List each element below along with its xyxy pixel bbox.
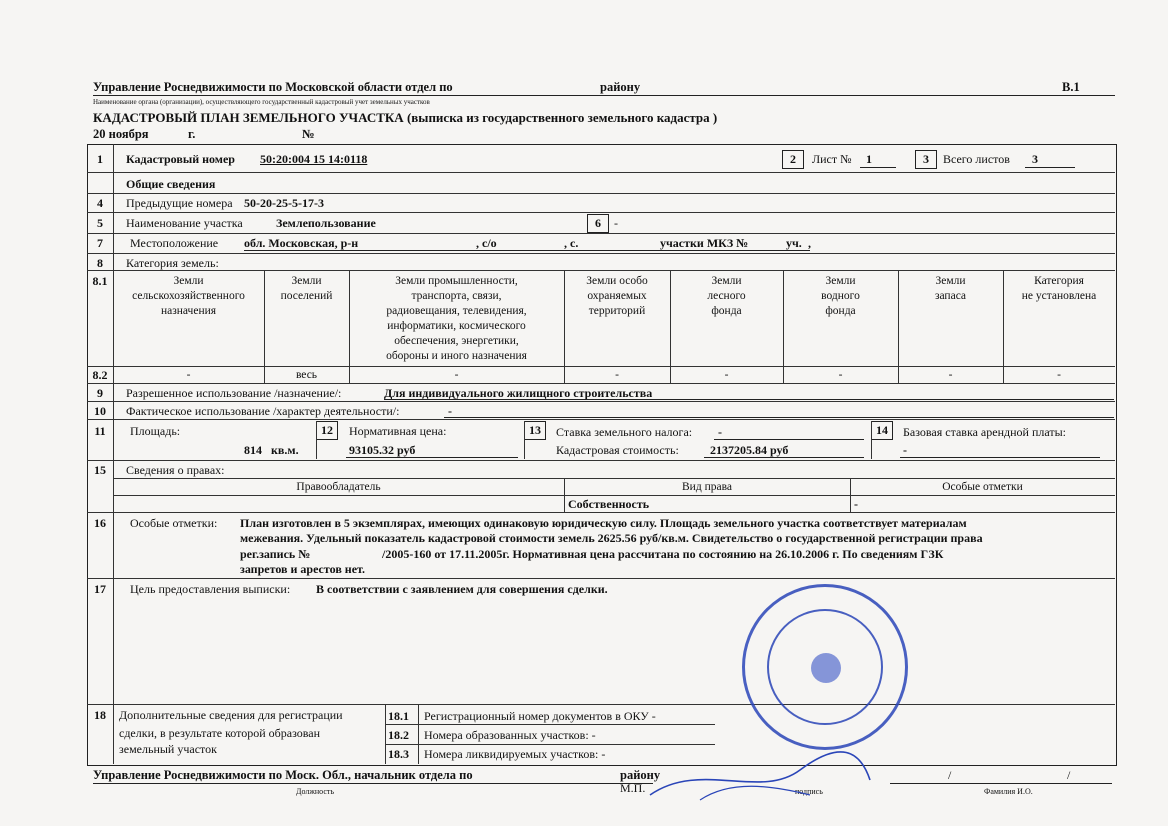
category-value: - (724, 369, 729, 381)
underline (444, 417, 1114, 418)
category-value: весь (295, 369, 318, 381)
underline (244, 250, 810, 251)
norm-price-value: 93105.32 руб (349, 443, 416, 457)
special-marks-value: - (854, 497, 858, 511)
row-sep (113, 478, 1115, 479)
formed-plots: Номера образованных участков: - (424, 728, 596, 742)
row-sep (87, 419, 1115, 420)
box-3: 3 (915, 150, 937, 169)
row-sep (87, 383, 1115, 384)
num-column-divider (113, 144, 114, 764)
underline (1025, 167, 1075, 168)
row-sep (87, 460, 1115, 461)
category-protected: Земли особо охраняемых территорий (586, 275, 648, 317)
row-number: 15 (94, 463, 106, 477)
category-value: - (1057, 369, 1061, 381)
special-marks-header: Особые отметки (942, 481, 1023, 493)
actual-use-value: - (448, 404, 452, 418)
notes-label: Особые отметки: (130, 516, 218, 530)
location-region: обл. Московская, р-н (244, 236, 359, 250)
area-unit: кв.м. (271, 443, 299, 457)
signer-position: Управление Роснедвижимости по Моск. Обл., начальник отдела по (93, 768, 473, 782)
row-sep (87, 366, 1115, 367)
subrow-number: 18.2 (388, 728, 409, 742)
prev-numbers-label: Предыдущие номера (126, 196, 233, 210)
notes-line-3a: рег.запись № (240, 547, 311, 561)
col-sep (418, 704, 419, 764)
notes-line-4: запретов и арестов нет. (240, 562, 366, 576)
box-14: 14 (871, 421, 893, 440)
doc-year: г. (188, 127, 196, 141)
total-sheets-value: 3 (1032, 152, 1038, 166)
box-6: 6 (587, 214, 609, 233)
location-tail: , (808, 236, 811, 250)
underline (384, 399, 1114, 400)
stamp-place: М.П. (620, 781, 646, 795)
land-tax-label: Ставка земельного налога: (556, 425, 693, 439)
row-number: 9 (97, 386, 103, 400)
underline (890, 783, 1112, 784)
row-number: 7 (97, 236, 103, 250)
location-plot: уч. (786, 236, 802, 250)
col-sep (316, 421, 317, 459)
row-number: 5 (97, 216, 103, 230)
area-value: 814 (244, 443, 262, 457)
row-sep (87, 512, 1115, 513)
notes-line-2: межевания. Удельный показатель кадастровой стоимости земель 2625.56 руб/кв.м. Свидетельство о государственной регистрации права (240, 531, 983, 545)
cadastral-value-label: Кадастровая стоимость: (556, 443, 679, 457)
position-caption: Должность (296, 787, 335, 796)
norm-price-label: Нормативная цена: (349, 424, 447, 438)
total-sheets-label: Всего листов (943, 152, 1010, 166)
row-sep (87, 578, 1115, 579)
location-so: , с/о (476, 236, 497, 250)
permitted-use-label: Разрешенное использование /назначение/: (126, 386, 342, 400)
org-caption: Наименование органа (организации), осуществляющего государственный кадастровый учет земельных участков (93, 98, 430, 106)
sheet-value: 1 (866, 152, 872, 166)
signature (640, 740, 880, 810)
name-caption: Фамилия И.О. (984, 787, 1033, 796)
location-label: Местоположение (130, 236, 219, 250)
row-number: 8.1 (92, 274, 108, 288)
row-number: 16 (94, 516, 106, 530)
cadastral-label: Кадастровый номер (126, 152, 235, 166)
land-tax-value: - (718, 425, 722, 439)
category-value: - (186, 369, 191, 381)
row-number: 1 (97, 152, 103, 166)
underline (704, 457, 864, 458)
cadastral-number: 50:20:004 15 14:0118 (260, 152, 368, 166)
general-section-title: Общие сведения (126, 177, 216, 191)
box-2: 2 (782, 150, 804, 169)
signature-caption: подпись (795, 787, 823, 796)
owner-header: Правообладатель (296, 481, 381, 493)
org-underline (93, 95, 1115, 96)
row-number: 8.2 (92, 368, 108, 382)
parcel-name-value: Землепользование (276, 216, 376, 230)
notes-line-1: План изготовлен в 5 экземплярах, имеющих одинаковую юридическую силу. Площадь земельного участка соответствует материалам (240, 516, 967, 530)
underline (860, 167, 896, 168)
category-value: - (615, 369, 619, 381)
name-slash-2: / (1067, 768, 1071, 782)
doc-number: № (302, 127, 315, 141)
subrow-number: 18.1 (388, 709, 409, 723)
right-type-value: Собственность (568, 497, 650, 511)
signer-suffix: району (620, 768, 661, 782)
category-industry: Земли промышленности, транспорта, связи, радиовещания, телевидения, информатики, космического обеспечения, энергетики, обороны и иного назначения (386, 275, 527, 362)
ocu-reg-number: Регистрационный номер документов в ОКУ - (424, 709, 656, 723)
name-slash-1: / (948, 768, 952, 782)
rights-label: Сведения о правах: (126, 463, 225, 477)
box-6-value: - (614, 216, 618, 230)
col-sep (385, 704, 386, 764)
extra-info-line-1: Дополнительные сведения для регистрации (119, 708, 343, 722)
row-number: 8 (97, 256, 103, 270)
box-12: 12 (316, 421, 338, 440)
official-seal (742, 584, 908, 750)
rent-rate-label: Базовая ставка арендной платы: (903, 425, 1067, 439)
box-13: 13 (524, 421, 546, 440)
row-number: 17 (94, 582, 106, 596)
cadastral-value: 2137205.84 руб (710, 443, 789, 457)
row-sep (87, 704, 1115, 705)
category-value: - (838, 369, 843, 381)
rent-rate-value: - (903, 443, 907, 457)
row-sep (87, 253, 1115, 254)
org-suffix: району (600, 80, 641, 94)
extra-info-line-2: сделки, в результате которой образован (119, 726, 321, 740)
row-number: 18 (94, 708, 106, 722)
form-code: В.1 (1062, 80, 1080, 94)
row-sep (87, 233, 1115, 234)
category-agricultural: Земли сельскохозяйственного назначения (132, 275, 245, 317)
category-value: - (454, 369, 459, 381)
subrow-number: 18.3 (388, 747, 409, 761)
category-value: - (948, 369, 953, 381)
notes-line-3b: /2005-160 от 17.11.2005г. Нормативная цена рассчитана по состоянию на 26.10.2006 г. По сведениям ГЗК (382, 547, 944, 561)
col-sep (524, 421, 525, 459)
row-number: 4 (97, 196, 103, 210)
underline (346, 457, 518, 458)
right-type-header: Вид права (682, 481, 732, 493)
purpose-value: В соответствии с заявлением для совершения сделки. (316, 582, 608, 596)
category-reserve: Земли запаса (934, 275, 967, 302)
parcel-name-label: Наименование участка (126, 216, 243, 230)
liquidated-plots: Номера ликвидируемых участков: - (424, 747, 606, 761)
row-sep (385, 724, 715, 725)
extra-info-line-3: земельный участок (119, 742, 217, 756)
location-plots: участки МКЗ № (660, 236, 749, 250)
underline (900, 457, 1100, 458)
doc-title: КАДАСТРОВЫЙ ПЛАН ЗЕМЕЛЬНОГО УЧАСТКА (выписка из государственного земельного кадастра ) (93, 110, 718, 125)
permitted-use-value: Для индивидуального жилищного строительства (384, 386, 653, 400)
category-water: Земли водного фонда (821, 275, 860, 317)
category-forest: Земли лесного фонда (707, 275, 746, 317)
location-village: , с. (564, 236, 579, 250)
purpose-label: Цель предоставления выписки: (130, 582, 291, 596)
category-settlements: Земли поселений (280, 275, 333, 302)
underline (93, 783, 653, 784)
row-sep (113, 495, 1115, 496)
sheet-label: Лист № (812, 152, 852, 166)
col-sep (871, 421, 872, 459)
underline (714, 439, 864, 440)
row-sep (87, 193, 1115, 194)
category-undefined: Категория не установлена (1021, 275, 1097, 302)
land-category-label: Категория земель: (126, 256, 219, 270)
org-name: Управление Роснедвижимости по Московской области отдел по (93, 80, 453, 94)
prev-numbers-value: 50-20-25-5-17-3 (244, 196, 324, 210)
doc-date: 20 ноября (93, 127, 149, 141)
row-sep (87, 172, 1115, 173)
row-number: 11 (94, 424, 106, 438)
row-sep (87, 401, 1115, 402)
area-label: Площадь: (130, 424, 181, 438)
row-number: 10 (94, 404, 106, 418)
actual-use-label: Фактическое использование /характер деятельности/: (126, 404, 400, 418)
row-sep (87, 270, 1115, 271)
row-sep (87, 212, 1115, 213)
